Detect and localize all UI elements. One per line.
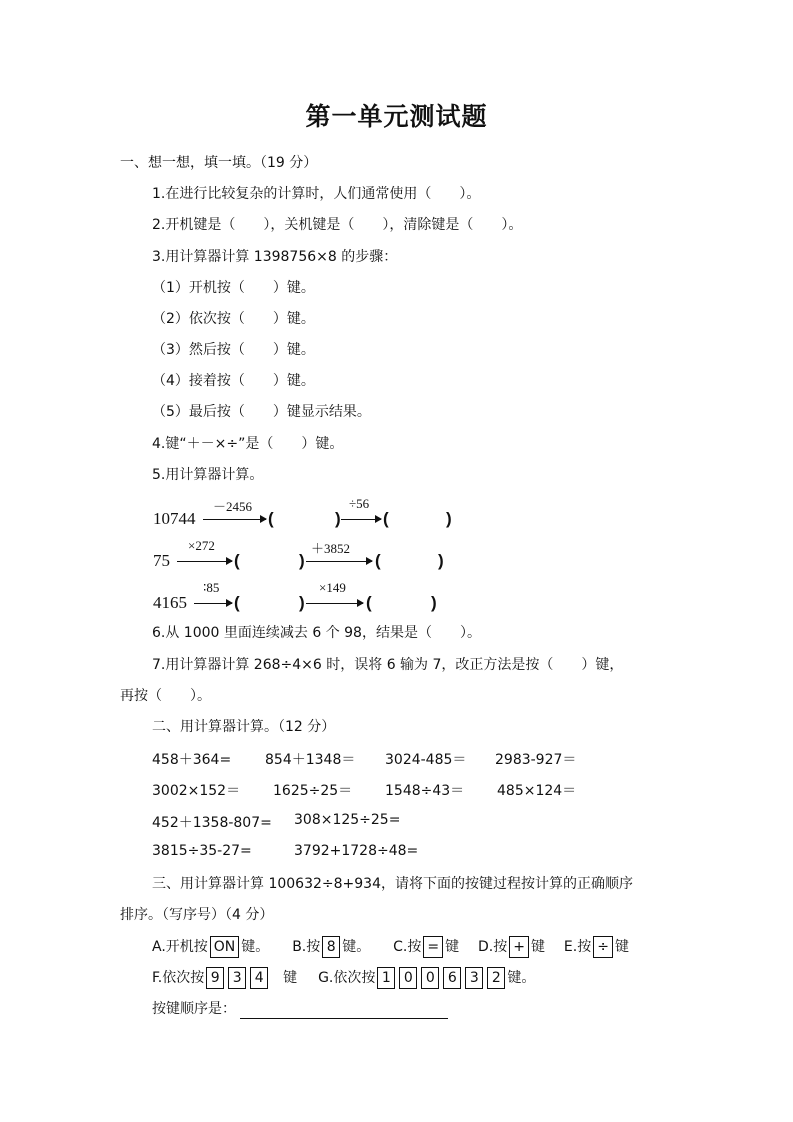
arrow-icon	[306, 603, 363, 604]
question-7-line-1: 7.用计算器计算 268÷4×6 时，误将 6 输为 7，改正方法是按（ ）键，	[152, 657, 624, 673]
answer-paren-open: (	[234, 593, 240, 612]
calc-item: 458＋364=	[152, 752, 232, 768]
option-b-tail: 键。	[342, 939, 371, 955]
flow-start: 4165	[153, 593, 187, 612]
arrow-icon	[177, 561, 232, 562]
digit-key: 1	[377, 967, 395, 989]
calc-item: 452＋1358-807=	[152, 815, 272, 831]
option-f-tail: 键	[283, 970, 298, 986]
digit-key: 0	[421, 967, 439, 989]
arrow-icon	[341, 519, 381, 520]
flow-operation: ×272	[188, 538, 215, 553]
flow-operation: ÷56	[349, 496, 370, 511]
question-3-step-1: （1）开机按（ ）键。	[152, 280, 315, 296]
answer-paren-open: (	[375, 551, 381, 570]
option-c-label: C.按	[393, 939, 422, 955]
question-7-line-2: 再按（ ）。	[120, 688, 211, 704]
calc-item: 308×125÷25=	[294, 812, 401, 828]
digit-key: 6	[443, 967, 461, 989]
calc-item: 2983-927＝	[495, 752, 577, 768]
flow-operation: －2456	[213, 499, 253, 514]
option-a-label: A.开机按	[152, 939, 208, 955]
section-1-heading: 一、想一想，填一填。（19 分）	[120, 155, 318, 171]
divide-key: ÷	[593, 936, 613, 958]
answer-paren-close: )	[438, 551, 444, 570]
flow-start: 10744	[153, 509, 196, 528]
digit-key: 9	[206, 967, 224, 989]
answer-paren-close: )	[299, 551, 305, 570]
key-order-label: 按键顺序是：	[152, 1001, 236, 1017]
digit-key: 0	[399, 967, 417, 989]
answer-paren-close: )	[431, 593, 437, 612]
question-3-step-3: （3）然后按（ ）键。	[152, 342, 315, 358]
section-3-heading-line-1: 三、用计算器计算 100632÷8+934，请将下面的按键过程按计算的正确顺序	[152, 876, 633, 892]
question-3-step-4: （4）接着按（ ）键。	[152, 373, 315, 389]
question-6: 6.从 1000 里面连续减去 6 个 98，结果是（ ）。	[152, 625, 481, 641]
option-g-label: G.依次按	[318, 970, 376, 986]
answer-paren-close: )	[335, 509, 341, 528]
answer-paren-open: (	[234, 551, 240, 570]
digit-key: 2	[487, 967, 505, 989]
question-5: 5.用计算器计算。	[152, 467, 264, 483]
key-options-row-1	[152, 936, 629, 958]
flow-operation: ＋3852	[311, 541, 351, 556]
digit-key: 3	[465, 967, 483, 989]
option-d-tail: 键	[531, 939, 545, 955]
arrow-icon	[306, 561, 372, 562]
answer-paren-open: (	[383, 509, 389, 528]
flow-operation: ∶85	[203, 580, 220, 595]
option-d-label: D.按	[478, 939, 508, 955]
flow-start: 75	[153, 551, 170, 570]
question-1: 1.在进行比较复杂的计算时，人们通常使用（ ）。	[152, 186, 481, 202]
option-e-label: E.按	[563, 939, 592, 955]
calc-item: 1625÷25＝	[273, 783, 353, 799]
arrow-icon	[194, 603, 232, 604]
question-3-step-2: （2）依次按（ ）键。	[152, 311, 315, 327]
question-3-step-5: （5）最后按（ ）键显示结果。	[152, 404, 371, 420]
key-order-answer	[152, 999, 448, 1019]
question-2: 2.开机键是（ ），关机键是（ ），清除键是（ ）。	[152, 217, 523, 233]
calc-item: 854＋1348＝	[265, 752, 356, 768]
digit-key: 4	[250, 967, 268, 989]
calc-item: 3002×152＝	[152, 783, 241, 799]
answer-paren-open: (	[268, 509, 274, 528]
calc-item: 3792+1728÷48=	[294, 843, 419, 859]
on-key: ON	[210, 936, 240, 958]
arrow-icon	[203, 519, 266, 520]
option-e-tail: 键	[614, 939, 629, 955]
equals-key: =	[423, 936, 443, 958]
digit-key: 3	[228, 967, 246, 989]
question-3: 3.用计算器计算 1398756×8 的步骤：	[152, 249, 398, 265]
option-b-label: B.按	[292, 939, 321, 955]
option-c-tail: 键	[445, 939, 460, 955]
calc-item: 485×124＝	[497, 783, 577, 799]
option-f-label: F.依次按	[152, 970, 205, 986]
answer-paren-close: )	[446, 509, 452, 528]
key-options-row-2	[152, 967, 535, 989]
plus-key: +	[509, 936, 529, 958]
section-3-heading-line-2: 排序。（写序号）（4 分）	[120, 907, 274, 923]
calc-item: 3024-485＝	[385, 752, 467, 768]
flow-operation: ×149	[319, 580, 346, 595]
answer-blank[interactable]	[240, 1002, 448, 1019]
section-2-heading: 二、用计算器计算。（12 分）	[152, 719, 336, 735]
question-4: 4.键“＋－×÷”是（ ）键。	[152, 436, 344, 452]
digit-8-key: 8	[322, 936, 340, 958]
calc-item: 1548÷43＝	[385, 783, 465, 799]
option-a-tail: 键。	[241, 939, 270, 955]
answer-paren-close: )	[299, 593, 305, 612]
answer-paren-open: (	[366, 593, 372, 612]
page-title: 第一单元测试题	[305, 102, 488, 131]
calc-item: 3815÷35-27=	[152, 843, 252, 859]
option-g-tail: 键。	[507, 970, 536, 986]
